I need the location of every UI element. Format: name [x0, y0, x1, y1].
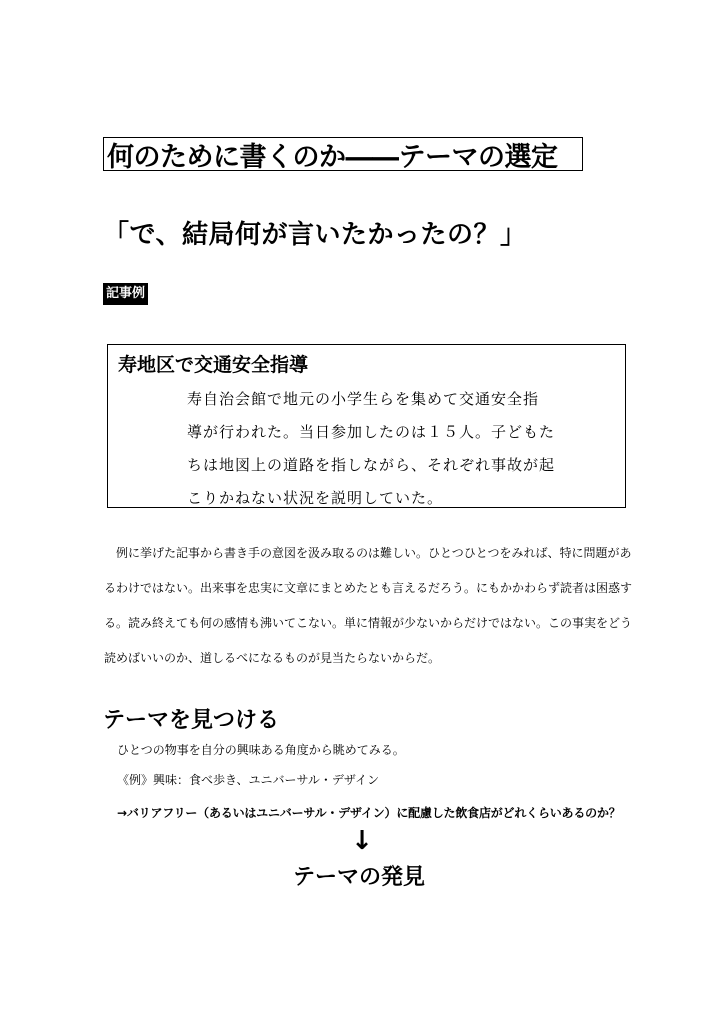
section-title: テーマを見つける	[103, 708, 280, 733]
article-body-line: こりかねない状況を説明していた。	[187, 489, 444, 507]
paragraph-line: るわけではない。出来事を忠実に文章にまとめたとも言えるだろう。にもかかわらず読者は困惑す	[104, 581, 633, 595]
article-headline: 寿地区で交通安全指導	[118, 354, 309, 376]
article-body-line: 寿自治会館で地元の小学生らを集めて交通安全指	[187, 390, 540, 408]
theme-discovery: テーマの発見	[293, 865, 426, 890]
paragraph-line: 例に挙げた記事から書き手の意図を汲み取るのは難しい。ひとつひとつをみれば、特に問題があ	[104, 546, 632, 560]
paragraph-line: 読めばいいのか、道しるべになるものが見当たらないからだ。	[104, 651, 441, 665]
article-body-line: 導が行われた。当日参加したのは１５人。子どもた	[187, 423, 556, 441]
commentary-paragraph	[104, 545, 633, 685]
headline-quote: 「で、結局何が言いたかったの？」	[103, 220, 527, 250]
article-example-box	[107, 344, 626, 508]
section-example: 《例》興味：食べ歩き、ユニバーサル・デザイン	[117, 773, 380, 787]
page-title-box	[103, 137, 583, 171]
article-example-badge: 記事例	[103, 283, 148, 305]
article-body	[187, 383, 607, 515]
page-title: 何のために書くのか――テーマの選定	[107, 141, 558, 173]
section-intro: ひとつの物事を自分の興味ある角度から眺めてみる。	[117, 743, 405, 757]
paragraph-line: る。読み終えても何の感情も沸いてこない。単に情報が少ないからだけではない。この事実をどう	[104, 616, 633, 630]
section-question: →バリアフリー（あるいはユニバーサル・デザイン）に配慮した飲食店がどれくらいあるのか？	[117, 806, 621, 820]
article-body-line: ちは地図上の道路を指しながら、それぞれ事故が起	[187, 456, 556, 474]
down-arrow-icon: ↓	[351, 826, 373, 856]
